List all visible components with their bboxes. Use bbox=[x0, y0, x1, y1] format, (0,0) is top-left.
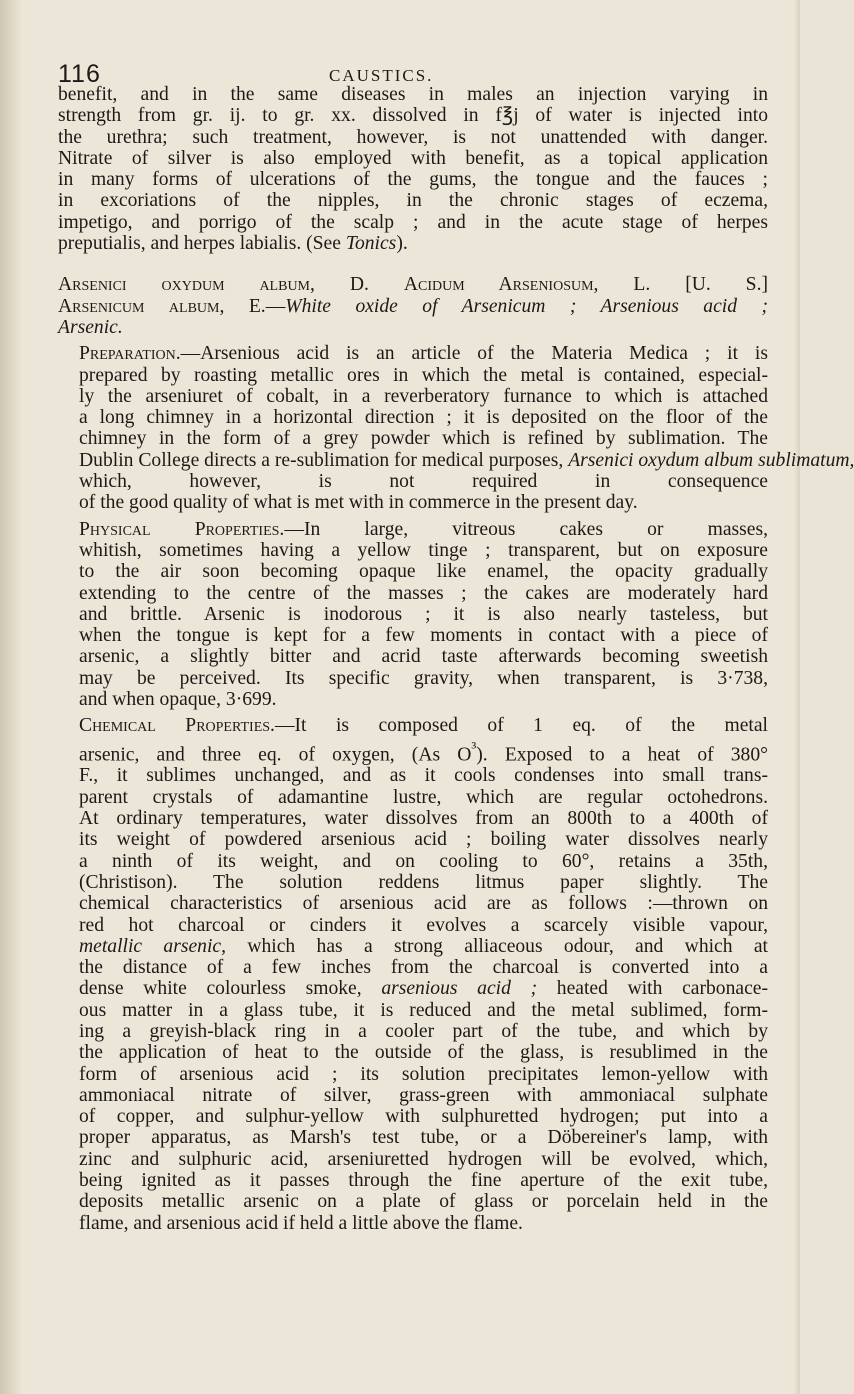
text-run: ). Exposed to a heat of 380° bbox=[476, 744, 768, 766]
text-line: a long chimney in a horizontal direction ; it is deposited on the floor of the bbox=[79, 407, 768, 429]
heading-line bbox=[58, 317, 768, 338]
text-line: extending to the centre of the masses ; the cakes are moderately hard bbox=[79, 582, 768, 604]
text-line: strength from gr. ij. to gr. xx. dissolved in f℥j of water is injected into bbox=[58, 105, 768, 127]
text-line bbox=[58, 449, 854, 471]
text-line: prepared by roasting metallic ores in which the metal is contained, especial- bbox=[79, 364, 768, 386]
text-line: of copper, and sulphur-yellow with sulphuretted hydrogen; put into a bbox=[79, 1106, 768, 1128]
paragraph-silver-nitrate bbox=[58, 84, 768, 254]
heading-arsenic: Arsenic. bbox=[58, 316, 123, 338]
text-line: (Christison). The solution reddens litmus paper slightly. The bbox=[79, 871, 768, 893]
heading-name-edinburgh: Arsenicum album, E.— bbox=[58, 295, 286, 317]
text-line: in many forms of ulcerations of the gums, the tongue and the fauces ; bbox=[58, 169, 768, 191]
italic-term: arsenious acid ; bbox=[381, 978, 538, 1000]
text-line bbox=[58, 715, 768, 736]
text-line: the application of heat to the outside of the glass, is resublimed in the bbox=[79, 1042, 768, 1064]
text-line: chemical characteristics of arsenious acid are as follows :—thrown on bbox=[79, 893, 768, 915]
heading-synonyms: White oxide of Arsenicum ; Arsenious acid ; bbox=[285, 295, 768, 317]
text-line: whitish, sometimes having a yellow tinge ; transparent, but on exposure bbox=[79, 539, 768, 561]
text-run: preputialis, and herpes labialis. (See bbox=[58, 233, 346, 255]
italic-term: Arsenici oxydum album sublimatum, bbox=[568, 449, 854, 471]
text-line: may be perceived. Its specific gravity, when transparent, is 3·738, bbox=[79, 667, 768, 689]
text-line bbox=[58, 737, 768, 766]
text-line: At ordinary temperatures, water dissolves from an 800th to a 400th of bbox=[79, 808, 768, 830]
paragraph-preparation bbox=[58, 343, 854, 514]
text-line: parent crystals of adamantine lustre, which are regular octohedrons. bbox=[79, 786, 768, 808]
text-line: the urethra; such treatment, however, is not unattended with danger. bbox=[58, 126, 768, 148]
text-run: which has a strong alliaceous odour, and which at bbox=[226, 935, 769, 957]
running-title: CAUSTICS. bbox=[329, 66, 434, 85]
text-line: and brittle. Arsenic is inodorous ; it is also nearly tasteless, but bbox=[79, 603, 768, 625]
heading-line bbox=[58, 296, 768, 317]
text-line: F., it sublimes unchanged, and as it cools condenses into small trans- bbox=[79, 765, 768, 787]
text-line: zinc and sulphuric acid, arseniuretted hydrogen will be evolved, which, bbox=[79, 1148, 768, 1170]
text-line: benefit, and in the same diseases in males an injection varying in bbox=[58, 84, 768, 105]
text-line: impetigo, and porrigo of the scalp ; and in the acute stage of herpes bbox=[58, 211, 768, 233]
text-line: ing a greyish-black ring in a cooler part of the tube, and which by bbox=[79, 1021, 768, 1042]
text-line: chimney in the form of a grey powder which is refined by sublimation. The bbox=[79, 428, 768, 450]
text-line: ammoniacal nitrate of silver, grass-green with ammoniacal sulphate bbox=[79, 1084, 768, 1106]
text-line: the distance of a few inches from the charcoal is converted into a bbox=[79, 957, 768, 979]
text-run: Dublin College directs a re-sublimation for medical purposes, bbox=[79, 449, 569, 471]
text-line: flame, and arsenious acid if held a little above the flame. bbox=[79, 1212, 523, 1234]
arsenic-heading bbox=[58, 274, 768, 338]
text-line bbox=[58, 343, 768, 364]
heading-line bbox=[58, 274, 768, 295]
cross-reference-tonics: Tonics bbox=[345, 233, 397, 255]
text-line bbox=[58, 233, 768, 254]
text-line: of the good quality of what is met with in commerce in the present day. bbox=[79, 492, 638, 514]
page-gutter-shadow bbox=[0, 0, 22, 1394]
paragraph-chemical-properties bbox=[58, 715, 768, 1234]
text-line: when the tongue is kept for a few moments in contact with a piece of bbox=[79, 625, 768, 647]
text-run: —Arsenious acid is an article of the Materia Medica ; it is bbox=[180, 343, 768, 365]
section-label-chemical: Chemical Properties. bbox=[79, 715, 275, 737]
text-line: a ninth of its weight, and on cooling to 60°, retains a 35th, bbox=[79, 850, 768, 872]
text-line: in excoriations of the nipples, in the chronic stages of eczema, bbox=[58, 190, 768, 212]
text-line: ly the arseniuret of cobalt, in a reverberatory furnance to which is attached bbox=[79, 385, 768, 407]
text-line bbox=[58, 936, 768, 957]
heading-name-us: [U. S.] bbox=[685, 274, 769, 296]
text-run: —In large, vitreous cakes or masses, bbox=[284, 518, 768, 540]
page-body bbox=[58, 84, 854, 1234]
text-run: heated with carbonace- bbox=[537, 978, 768, 1000]
text-line: form of arsenious acid ; its solution precipitates lemon-yellow with bbox=[79, 1063, 768, 1085]
text-line: Nitrate of silver is also employed with benefit, as a topical application bbox=[58, 147, 768, 169]
page-edge-shadow bbox=[794, 0, 800, 1394]
page-number: 116 bbox=[58, 60, 101, 88]
text-line: its weight of powdered arsenious acid ; boiling water dissolves nearly bbox=[79, 829, 768, 851]
section-label-physical: Physical Properties. bbox=[79, 518, 285, 540]
heading-name-dublin: Arsenici oxydum album, D. bbox=[58, 274, 369, 296]
text-run: arsenic, and three eq. of oxygen, (As O bbox=[79, 744, 472, 766]
text-line: red hot charcoal or cinders it evolves a scarcely visible vapour, bbox=[79, 914, 768, 936]
text-line bbox=[58, 978, 768, 999]
text-run: —It is composed of 1 eq. of the metal bbox=[274, 715, 768, 737]
text-line: arsenic, a slightly bitter and acrid taste afterwards becoming sweetish bbox=[79, 646, 768, 668]
text-line: to the air soon becoming opaque like enamel, the opacity gradually bbox=[79, 561, 768, 583]
text-line bbox=[58, 519, 768, 540]
text-line: being ignited as it passes through the fine aperture of the exit tube, bbox=[79, 1170, 768, 1192]
text-line: which, however, is not required in consequence bbox=[79, 471, 768, 493]
italic-term: metallic arsenic, bbox=[79, 935, 227, 957]
section-label-preparation: Preparation. bbox=[79, 343, 181, 365]
text-line: ous matter in a glass tube, it is reduced and the metal sublimed, form- bbox=[79, 999, 768, 1021]
superscript: ³ bbox=[471, 737, 477, 757]
heading-name-london: Acidum Arseniosum, L. bbox=[403, 274, 651, 296]
text-line: deposits metallic arsenic on a plate of glass or porcelain held in the bbox=[79, 1191, 768, 1213]
text-run: dense white colourless smoke, bbox=[79, 978, 382, 1000]
text-line: and when opaque, 3·699. bbox=[79, 689, 277, 711]
paragraph-physical-properties bbox=[58, 519, 768, 711]
text-run: ). bbox=[396, 233, 408, 255]
text-line: proper apparatus, as Marsh's test tube, or a Döbereiner's lamp, with bbox=[79, 1127, 768, 1149]
